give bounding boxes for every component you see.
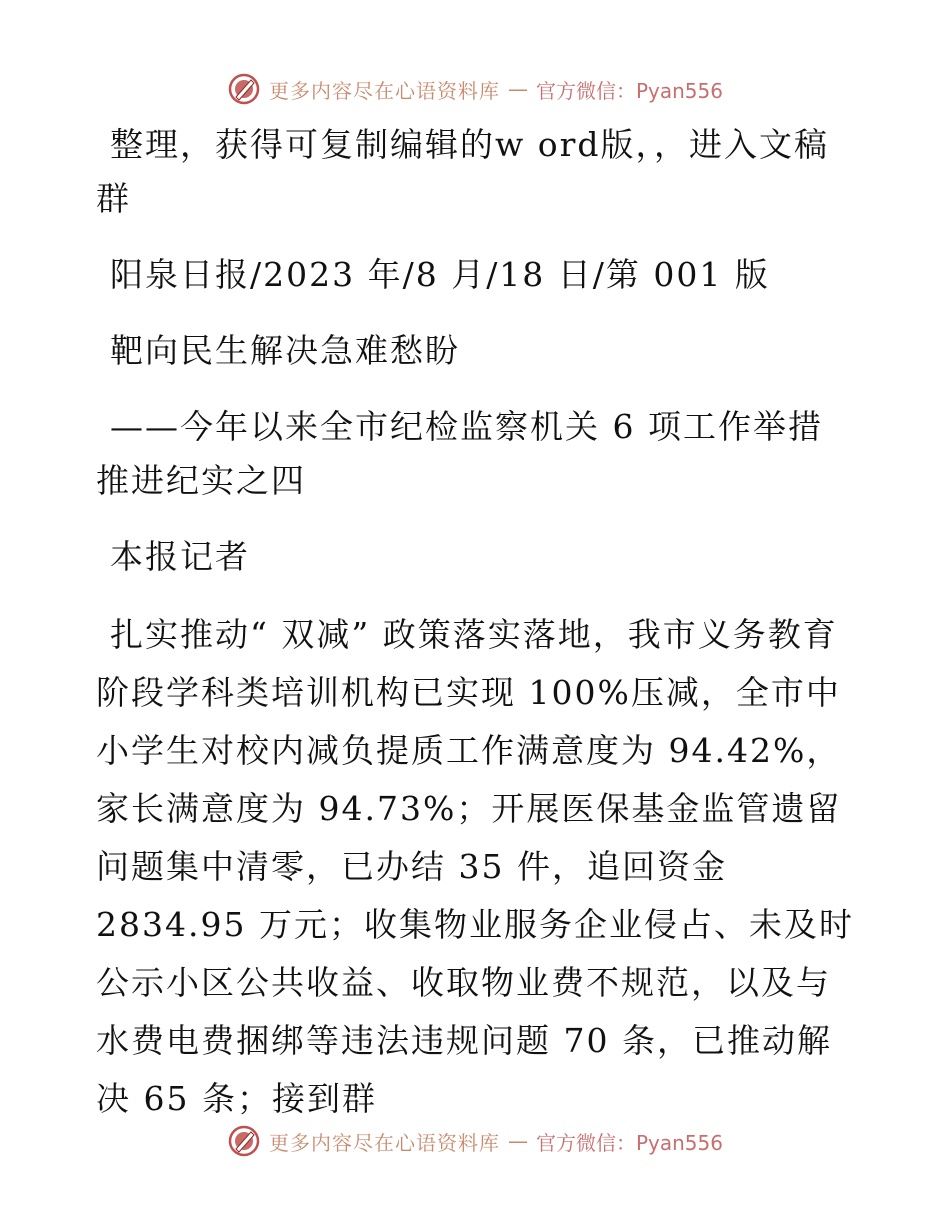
- watermark-text: 更多内容尽在心语资料库: [268, 78, 500, 103]
- intro-line: 整理，获得可复制编辑的w ord版，，进入文稿群: [96, 125, 830, 218]
- header-watermark: [0, 72, 950, 106]
- body-paragraph: 扎实推动“ 双减” 政策落实落地，我市义务教育阶段学科类培训机构已实现 100%压减，全市中小学生对校内减负提质工作满意度为 94.42%，家长满意度为 94.73%；开展医保基金监管遗留问题集中清零，已办结 35 件，追回资金 2834.95 万元；收集物业服务企业侵占、未及时公示小区公共收益、收取物业费不规范，以及与水费电费捆绑等违法违规问题 70 条，已推动解决 65 条；接到群: [96, 615, 854, 1118]
- watermark-contact: 官方微信：Pyan556: [535, 78, 723, 103]
- article-subtitle: ——今年以来全市纪检监察机关 6 项工作举措推进纪实之四: [96, 407, 823, 500]
- watermark-dash: —: [507, 77, 528, 101]
- watermark-dash: —: [507, 1129, 528, 1153]
- byline: 本报记者: [110, 537, 250, 576]
- footer-watermark: [0, 1124, 950, 1158]
- pen-seal-icon: [227, 72, 261, 106]
- document-body: [96, 118, 856, 1150]
- article-title: 靶向民生解决急难愁盼: [110, 331, 460, 370]
- source-line: 阳泉日报/2023 年/8 月/18 日/第 001 版: [110, 255, 770, 294]
- watermark-contact: 官方微信：Pyan556: [535, 1130, 723, 1155]
- pen-seal-icon: [227, 1124, 261, 1158]
- watermark-text: 更多内容尽在心语资料库: [268, 1130, 500, 1155]
